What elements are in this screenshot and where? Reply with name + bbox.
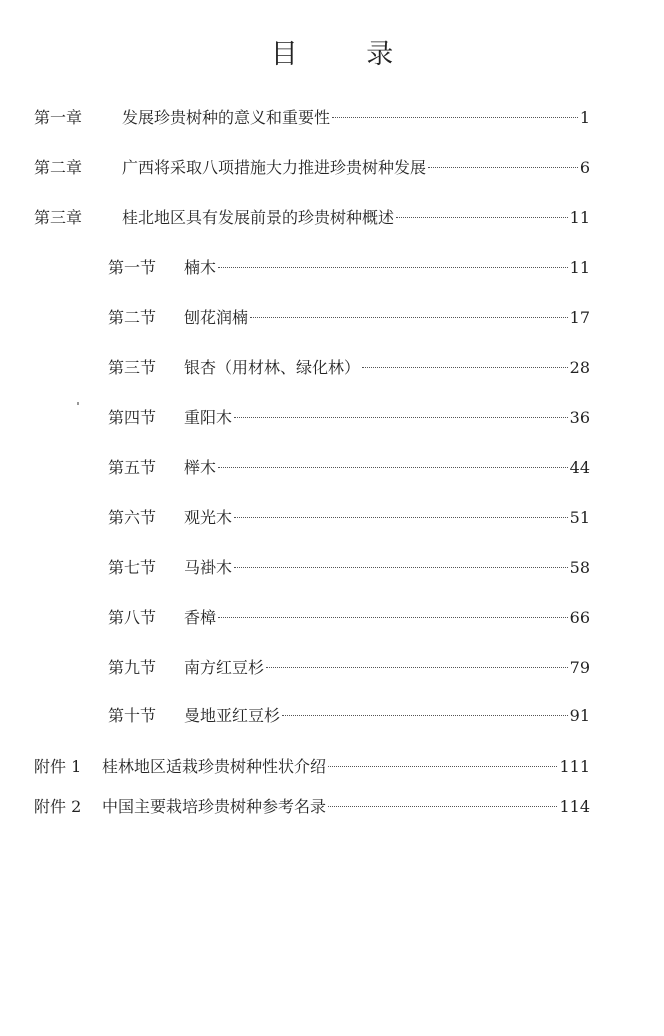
toc-entry-appendix-2[interactable]: [34, 795, 590, 819]
scan-speck: [77, 402, 79, 405]
toc-entry-section-5[interactable]: [108, 456, 590, 480]
toc-label: 第三章: [34, 208, 83, 227]
toc-entry-section-3[interactable]: [108, 356, 590, 380]
toc-page-number: 111: [559, 757, 590, 776]
toc-label: 第一章: [34, 108, 83, 127]
toc-label: 第九节: [108, 658, 157, 677]
toc-page-number: 17: [569, 308, 590, 327]
toc-label: 第十节: [108, 706, 157, 725]
toc-leader: [234, 417, 568, 418]
toc-entry-section-4[interactable]: [108, 406, 590, 430]
page-title: 目 录: [270, 39, 424, 70]
toc-leader: [234, 517, 568, 518]
toc-entry-section-8[interactable]: [108, 606, 590, 630]
toc-leader: [218, 617, 568, 618]
toc-entry-chapter-2[interactable]: [34, 156, 590, 180]
toc-leader: [250, 317, 568, 318]
toc-page-number: 36: [569, 408, 590, 427]
toc-label: 第二章: [34, 158, 83, 177]
toc-leader: [218, 267, 568, 268]
toc-leader: [396, 217, 568, 218]
toc-label: 附件 2: [34, 797, 82, 816]
toc-entry-section-2[interactable]: [108, 306, 590, 330]
toc-page-number: 28: [569, 358, 590, 377]
toc-title: 马褂木: [184, 558, 233, 577]
toc-label: 第六节: [108, 508, 157, 527]
toc-entry-section-7[interactable]: [108, 556, 590, 580]
toc-page-number: 79: [569, 658, 590, 677]
toc-leader: [266, 667, 568, 668]
toc-page-number: 11: [569, 208, 590, 227]
toc-entry-appendix-1[interactable]: [34, 755, 590, 779]
toc-title: 发展珍贵树种的意义和重要性: [122, 108, 331, 127]
toc-leader: [234, 567, 568, 568]
toc-title: 观光木: [184, 508, 233, 527]
toc-label: 第三节: [108, 358, 157, 377]
toc-page-number: 1: [579, 108, 590, 127]
toc-label: 第一节: [108, 258, 157, 277]
toc-title: 重阳木: [184, 408, 233, 427]
toc-title: 刨花润楠: [184, 308, 249, 327]
toc-page-number: 58: [569, 558, 590, 577]
toc-label: 第四节: [108, 408, 157, 427]
toc-entry-section-6[interactable]: [108, 506, 590, 530]
toc-leader: [218, 467, 568, 468]
toc-entry-chapter-3[interactable]: [34, 206, 590, 230]
toc-leader: [328, 806, 557, 807]
toc-entry-section-1[interactable]: [108, 256, 590, 280]
toc-leader: [362, 367, 568, 368]
toc-page-number: 51: [569, 508, 590, 527]
toc-title: 香樟: [184, 608, 217, 627]
toc-page-number: 114: [559, 797, 590, 816]
toc-leader: [282, 715, 568, 716]
toc-title: 楠木: [184, 258, 217, 277]
toc-title: 曼地亚红豆杉: [184, 706, 281, 725]
toc-label: 附件 1: [34, 757, 82, 776]
toc-entry-chapter-1[interactable]: [34, 106, 590, 130]
toc-page-number: 44: [569, 458, 590, 477]
toc-title: 榉木: [184, 458, 217, 477]
toc-page-number: 66: [569, 608, 590, 627]
toc-page-number: 6: [579, 158, 590, 177]
toc-label: 第八节: [108, 608, 157, 627]
toc-title: 南方红豆杉: [184, 658, 265, 677]
toc-entry-section-9[interactable]: [108, 656, 590, 680]
toc-title: 银杏（用材林、绿化林）: [184, 358, 361, 377]
toc-title: 桂北地区具有发展前景的珍贵树种概述: [122, 208, 395, 227]
toc-page-number: 91: [569, 706, 590, 725]
toc-leader: [332, 117, 578, 118]
toc-label: 第五节: [108, 458, 157, 477]
toc-label: 第七节: [108, 558, 157, 577]
toc-leader: [428, 167, 578, 168]
toc-page-number: 11: [569, 258, 590, 277]
toc-title: 中国主要栽培珍贵树种参考名录: [102, 797, 327, 816]
toc-title: 桂林地区适栽珍贵树种性状介绍: [102, 757, 327, 776]
toc-entry-section-10[interactable]: [108, 704, 590, 728]
toc-label: 第二节: [108, 308, 157, 327]
toc-leader: [328, 766, 557, 767]
toc-title: 广西将采取八项措施大力推进珍贵树种发展: [122, 158, 427, 177]
